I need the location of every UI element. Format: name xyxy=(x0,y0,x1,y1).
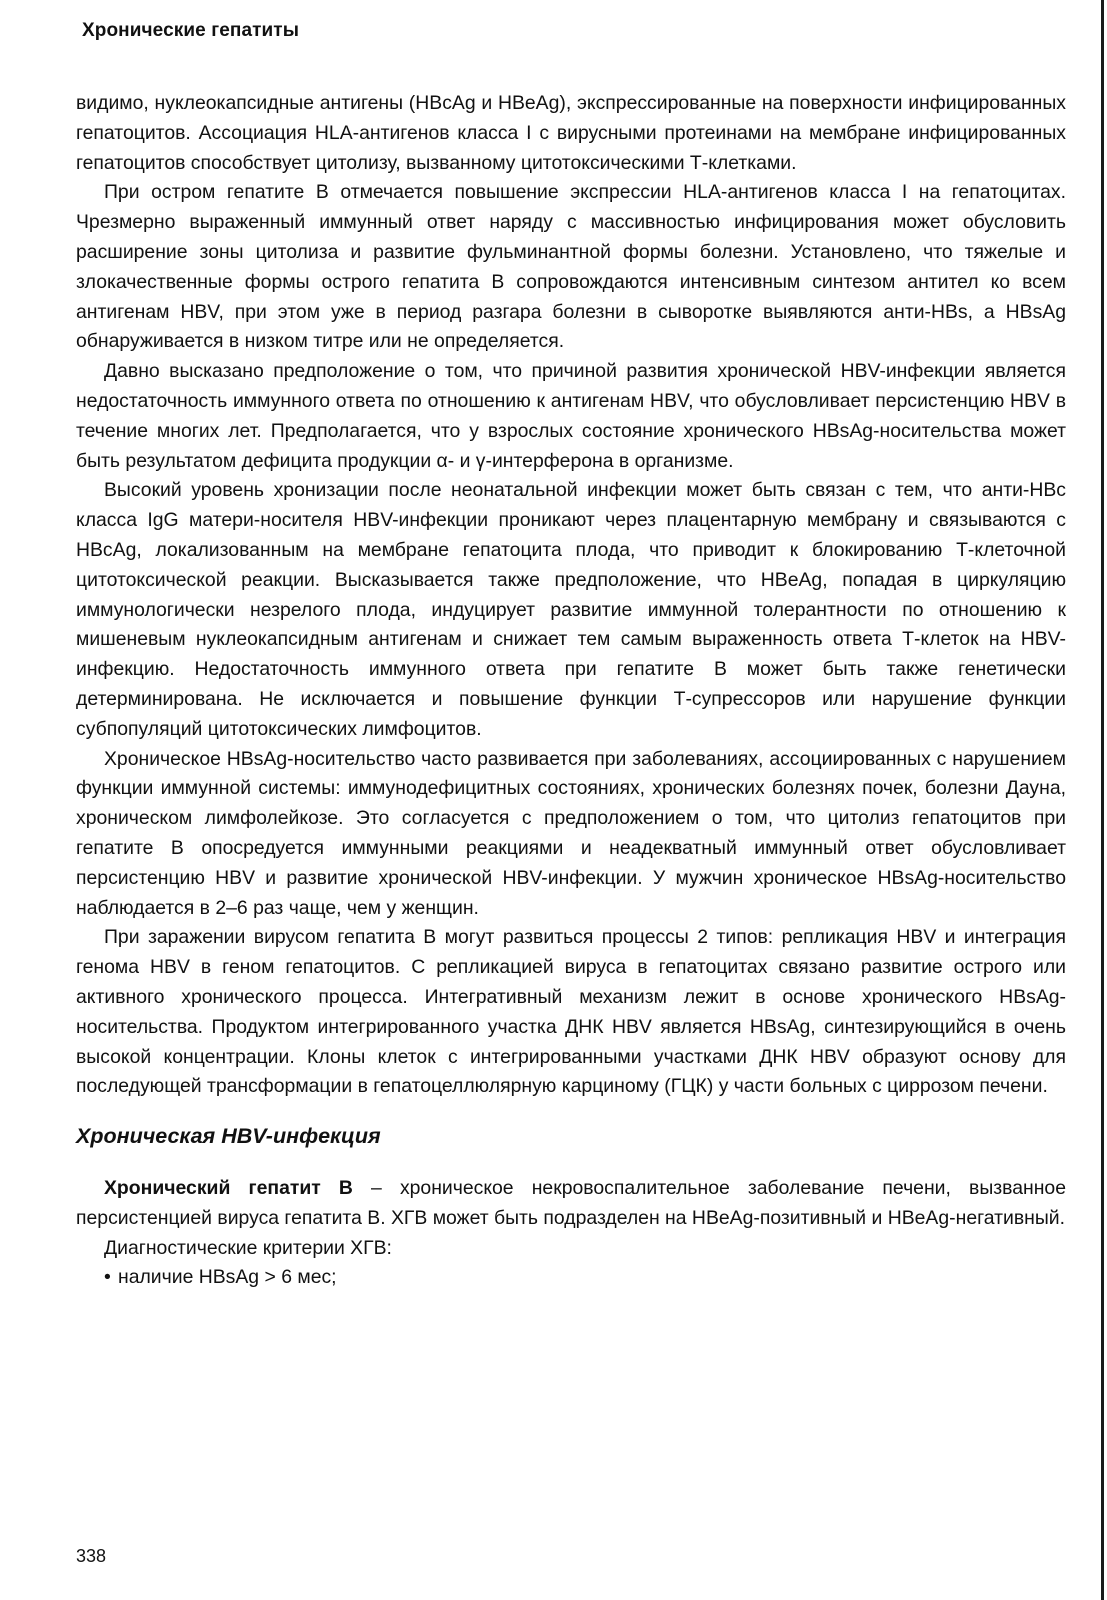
definition-term: Хронический гепатит В xyxy=(104,1177,353,1200)
criteria-heading: Диагностические критерии ХГВ: xyxy=(104,1236,392,1259)
definition-paragraph xyxy=(76,1174,1066,1234)
paragraph: Высокий уровень хронизации после неонатальной инфекции может быть связан с тем, что анти-HBc класса IgG матери-носителя HBV-инфекции проникают через плацентарную мембрану и связываются с HBcAg, локализованным на мембране гепатоцита плода, что приводит к блокированию Т-клеточной цитотоксической реакции. Высказывается также предположение, что HBeAg, попадая в циркуляцию иммунологически незрелого плода, индуцирует развитие иммунной толерантности по отношению к мишеневым нуклеокапсидным антигенам и снижает тем самым выраженность ответа Т-клеток на HBV-инфекцию. Недостаточность иммунного ответа при гепатите В может быть также генетически детерминирована. Не исключается и повышение функции Т-супрессоров или нарушение функции субпопуляций цитотоксических лимфоцитов. xyxy=(76,479,1066,740)
bullet-icon: • xyxy=(104,1266,111,1289)
running-head: Хронические гепатиты xyxy=(82,20,300,41)
bullet-item xyxy=(76,1263,1066,1293)
paragraph: При заражении вирусом гепатита В могут развиться процессы 2 типов: репликация HBV и интеграция генома HBV в геном гепатоцитов. С репликацией вируса в гепатоцитах связано развитие острого или активного хронического процесса. Интегративный механизм лежит в основе хронического HBsAg-носительства. Продуктом интегрированного участка ДНК HBV является HBsAg, синтезирующийся в очень высокой концентрации. Клоны клеток с интегрированными участками ДНК HBV образуют основу для последующей трансформации в гепатоцеллюлярную карциному (ГЦК) у части больных с циррозом печени. xyxy=(76,926,1066,1098)
body-text xyxy=(76,89,1066,1293)
bullet-text: наличие HBsAg > 6 мес; xyxy=(118,1266,337,1289)
page-edge-shadow xyxy=(1101,0,1104,1600)
paragraph: Давно высказано предположение о том, что причиной развития хронической HBV-инфекции является недостаточность иммунного ответа по отношению к антигенам HBV, что обусловливает персистенцию HBV в течение многих лет. Предполагается, что у взрослых состояние хронического HBsAg-носительства может быть результатом дефицита продукции α- и γ-интерферона в организме. xyxy=(76,360,1066,472)
definition-text: – хроническое некровоспалительное заболевание печени, вызванное персистенцией вируса гепатита В. ХГВ может быть подразделен на HBeAg-позитивный и HBeAg-негативный. xyxy=(76,1177,1066,1229)
paragraph: При остром гепатите В отмечается повышение экспрессии HLA-антигенов класса I на гепатоцитах. Чрезмерно выраженный иммунный ответ наряду с массивностью инфицирования может обусловить расширение зоны цитолиза и развитие фульминантной формы болезни. Установлено, что тяжелые и злокачественные формы острого гепатита В сопровождаются интенсивным синтезом антител ко всем антигенам HBV, при этом уже в период разгара болезни в сыворотке выявляются анти-HBs, а HBsAg обнаруживается в низком титре или не определяется. xyxy=(76,181,1066,353)
paragraph: видимо, нуклеокапсидные антигены (HBcAg и HBeAg), экспрессированные на поверхности инфицированных гепатоцитов. Ассоциация HLA-антигенов класса I с вирусными протеинами на мембране инфицированных гепатоцитов способствует цитолизу, вызванному цитотоксическими Т-клетками. xyxy=(76,92,1066,174)
section-title: Хроническая HBV-инфекция xyxy=(76,1124,381,1149)
page-number: 338 xyxy=(76,1546,107,1566)
paragraph: Хроническое HBsAg-носительство часто развивается при заболеваниях, ассоциированных с нарушением функции иммунной системы: иммунодефицитных состояниях, хронических болезнях почек, болезни Дауна, хроническом лимфолейкозе. Это согласуется с предположением о том, что цитолиз гепатоцитов при гепатите В опосредуется иммунными реакциями и неадекватный иммунный ответ обусловливает персистенцию HBV и развитие хронической HBV-инфекции. У мужчин хроническое HBsAg-носительство наблюдается в 2–6 раз чаще, чем у женщин. xyxy=(76,747,1066,919)
